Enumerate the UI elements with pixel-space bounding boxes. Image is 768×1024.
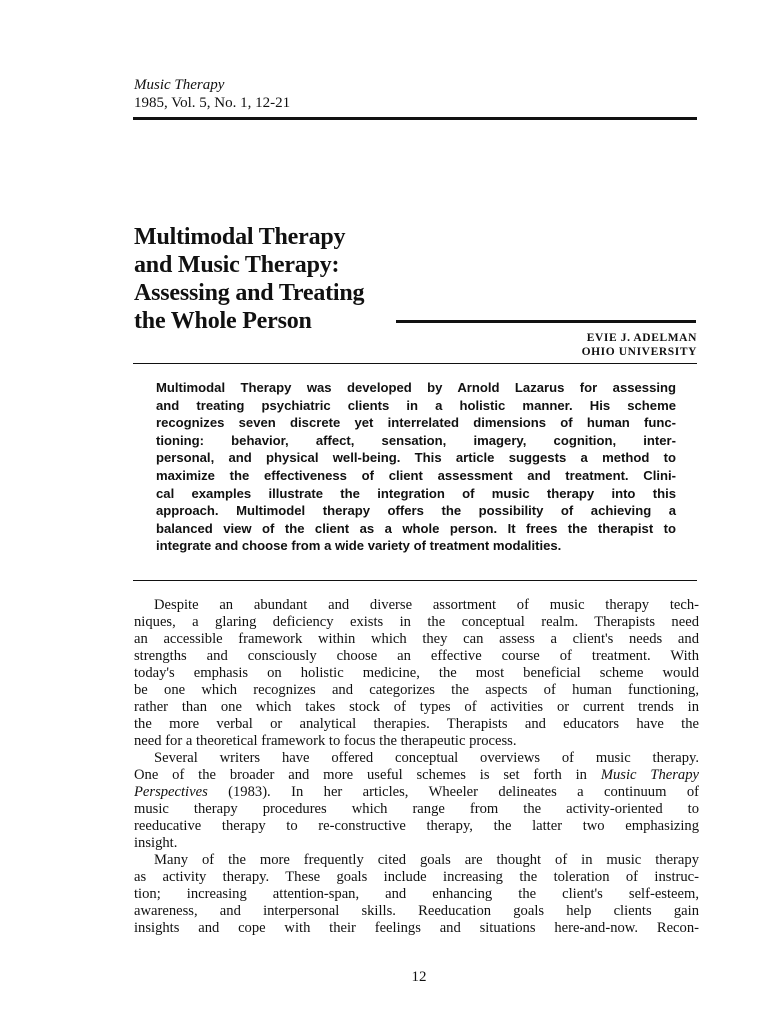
abstract-line: approach. Multimodel therapy offers the possibility of achieving a: [156, 503, 676, 519]
abstract-line: Multimodal Therapy was developed by Arnold Lazarus for assessing: [156, 380, 676, 395]
title-line: the Whole Person: [134, 308, 312, 334]
abstract-line: maximize the effectiveness of client assessment and treatment. Clini-: [156, 467, 676, 483]
journal-citation: 1985, Vol. 5, No. 1, 12-21: [134, 95, 291, 111]
abstract-line: balanced view of the client as a whole person. It frees the therapist to: [156, 520, 676, 536]
abstract: [156, 379, 676, 555]
title-rule: [396, 320, 696, 323]
body-line: [134, 784, 699, 801]
body-text-run: One of the broader and more useful schemes is set forth in: [134, 767, 601, 783]
body-line: tion; increasing attention-span, and enhancing the client's self-esteem,: [134, 886, 699, 902]
body-line: Several writers have offered conceptual overviews of music therapy.: [154, 750, 699, 766]
author-affiliation: OHIO UNIVERSITY: [581, 346, 697, 358]
body-line: strengths and consciously choose an effective course of treatment. With: [134, 648, 699, 664]
body-line: today's emphasis on holistic medicine, the most beneficial scheme would: [134, 665, 699, 681]
abstract-line: integrate and choose from a wide variety of treatment modalities.: [156, 538, 562, 554]
body-line: niques, a glaring deficiency exists in the conceptual realm. Therapists need: [134, 614, 699, 630]
body-text-run: (1983). In her articles, Wheeler delineates a continuum of: [207, 784, 699, 800]
title-line: and Music Therapy:: [134, 252, 340, 278]
body-line: be one which recognizes and categorizes the aspects of human functioning,: [134, 682, 699, 698]
author-block: [582, 331, 697, 359]
abstract-bottom-rule: [133, 580, 697, 581]
abstract-line: tioning: behavior, affect, sensation, imagery, cognition, inter-: [156, 432, 676, 448]
abstract-top-rule: [133, 363, 697, 364]
body-line: as activity therapy. These goals include increasing the toleration of instruc-: [134, 869, 699, 885]
body-line: insight.: [134, 835, 178, 851]
body-text: [134, 597, 699, 937]
body-line: Many of the more frequently cited goals are thought of in music therapy: [154, 852, 699, 868]
body-line: Despite an abundant and diverse assortment of music therapy tech-: [154, 597, 699, 613]
body-line: an accessible framework within which they can assess a client's needs and: [134, 631, 699, 647]
abstract-line: personal, and physical well-being. This article suggests a method to: [156, 450, 676, 466]
journal-name: Music Therapy: [134, 77, 225, 93]
title-line: Assessing and Treating: [134, 280, 365, 306]
body-line: music therapy procedures which range from the activity-oriented to: [134, 801, 699, 817]
body-line: [134, 767, 699, 784]
abstract-line: and treating psychiatric clients in a holistic manner. His scheme: [156, 397, 676, 413]
book-title-italic: Music Therapy: [600, 767, 699, 783]
body-line: reeducative therapy to re-constructive therapy, the latter two emphasizing: [134, 818, 699, 834]
abstract-line: cal examples illustrate the integration of music therapy into this: [156, 485, 676, 501]
journal-header: [134, 76, 290, 112]
title-line: Multimodal Therapy: [134, 224, 346, 250]
body-line: need for a theoretical framework to focus the therapeutic process.: [134, 733, 517, 749]
abstract-line: recognizes seven discrete yet interrelated dimensions of human func-: [156, 415, 676, 431]
body-line: awareness, and interpersonal skills. Reeducation goals help clients gain: [134, 903, 699, 919]
page-number: 12: [411, 969, 427, 985]
body-line: the more verbal or analytical therapies. Therapists and educators have the: [134, 716, 699, 732]
article-title: [134, 223, 364, 335]
header-rule: [133, 117, 697, 120]
body-line: insights and cope with their feelings and situations here-and-now. Recon-: [134, 920, 699, 936]
book-title-italic: Perspectives: [134, 784, 208, 800]
author-name: EVIE J. ADELMAN: [586, 332, 697, 344]
body-line: rather than one which takes stock of types of activities or current trends in: [134, 699, 699, 715]
